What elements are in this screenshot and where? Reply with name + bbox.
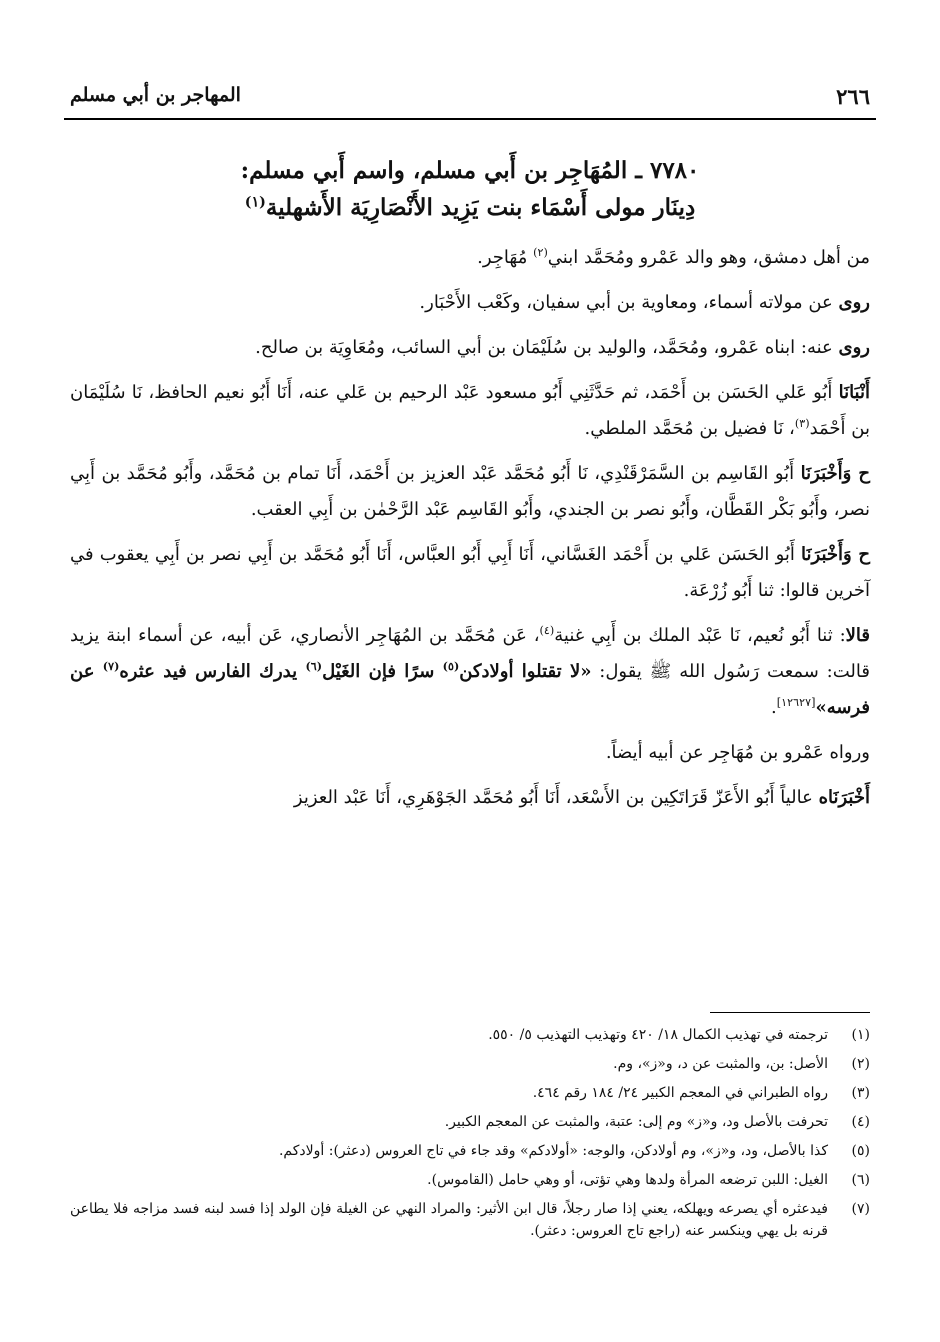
footnote-text: تحرفت بالأصل ود، و«ز» وم إلى: عتبة، والمثبت عن المعجم الكبير.	[444, 1114, 828, 1130]
paragraph-hadith-text-b: ، عَن مُحَمَّد بن المُهَاجِر الأنصاري، عَن أبيه، عن أسماء ابنة يزيد قالت: سمعت رَسُول الله ﷺ يقول:	[70, 625, 870, 682]
entry-title-line-1: ٧٧٨٠ ـ المُهَاجِر بن أَبي مسلم، واسم أَبي مسلم:	[240, 157, 700, 184]
footnote-ref-3: (٣)	[794, 417, 810, 430]
keyword-rawa-anhu: روى	[838, 337, 870, 358]
footnote-text: رواه الطبراني في المعجم الكبير ٢٤/ ١٨٤ رقم ٤٦٤.	[532, 1085, 828, 1101]
footnote-text: الأصل: بن، والمثبت عن د، و«ز»، وم.	[613, 1056, 828, 1072]
paragraph-origin-end: مُهَاجِر.	[477, 247, 534, 268]
footnote	[70, 1024, 870, 1046]
footnote-ref-1: (١)	[244, 194, 266, 211]
footnote	[70, 1111, 870, 1133]
footnote-number: (٧)	[851, 1201, 870, 1217]
paragraph-isnad-2	[70, 456, 870, 528]
keyword-akhbarana-2: ح وَأَخْبَرَنَا	[801, 544, 870, 565]
keyword-rawa: روى	[838, 292, 870, 313]
entry-title	[70, 152, 870, 226]
footnote-number: (١)	[851, 1027, 870, 1043]
footnotes	[70, 1024, 870, 1249]
hadith-text-4: عن فرسه»	[70, 661, 870, 718]
paragraph-isnad-1	[70, 375, 870, 447]
paragraph-also-narrated: ورواه عَمْرو بن مُهَاجِر عن أبيه أيضاً.	[605, 742, 870, 763]
body-text	[70, 240, 870, 825]
footnote-text: كذا بالأصل، ود، و«ز»، وم أولادكن، والوجه: «أولادكم» وقد جاء في تاج العروس (دعثر): أولادكم.	[278, 1143, 828, 1159]
paragraph-isnad-4-text: عالياً أَبُو الأَعَزّ قَرَاتَكِين بن الأَسْعَد، أَنَا أَبُو مُحَمَّد الجَوْهَرِي، أَنَا عَبْد العزيز	[293, 787, 819, 808]
paragraph-narrated-from-text: عن مولاته أسماء، ومعاوية بن أبي سفيان، وكَعْب الأَحْبَار.	[419, 292, 839, 313]
footnote-text: فيدعثره أي يصرعه ويهلكه، يعني إذا صار رجلاً، قال ابن الأثير: والمراد النهي عن الغيلة فإن الولد إذا فسد لبنه فسد مزاجه فلا يطاعن قرنه بل يهي وينكسر عنه (راجع تاج العروس: دعثر).	[70, 1201, 828, 1239]
paragraph-hadith-text: : ثنا أَبُو نُعيم، نَا عَبْد الملك بن أَبِي غنية	[554, 625, 846, 646]
paragraph-isnad-1-end: ، نَا فضيل بن مُحَمَّد الملطي.	[584, 418, 795, 439]
footnote-text: ترجمته في تهذيب الكمال ١٨/ ٤٢٠ وتهذيب التهذيب ٥/ ٥٥٠.	[488, 1027, 828, 1043]
paragraph-narrated-by	[70, 330, 870, 366]
hadith-text-3: يدرك الفارس فيد عثره	[119, 661, 306, 682]
paragraph-isnad-4	[70, 780, 870, 816]
paragraph-isnad-3	[70, 537, 870, 609]
footnote-ref-5: (٥)	[442, 660, 460, 673]
paragraph-isnad-2-text: أَبُو القَاسِم بن السَّمَرْقَنْدِي، نَا أَبُو مُحَمَّد عَبْد العزيز بن أَحْمَد، أَنَا تمام بن مُحَمَّد، وأَبُو مُحَمَّد بن أَبِي نصر، وأَبُو بَكْر القَطَّان، وأَبُو نصر بن الجندي، وأَبُو القَاسِم عَبْد الرَّحْمٰن بن أَبِي العقب.	[70, 463, 870, 520]
running-head	[70, 84, 870, 114]
keyword-akhbarana-1: ح وَأَخْبَرَنَا	[800, 463, 870, 484]
paragraph-origin-text: من أهل دمشق، وهو والد عَمْرو ومُحَمَّد ابني	[547, 247, 870, 268]
paragraph-isnad-1-text: أَبُو عَلي الحَسَن بن أَحْمَد، ثم حَدَّثَنِي أَبُو مسعود عَبْد الرحيم بن عَلي عنه، أَنَا أَبُو نعيم الحافظ، نَا سُلَيْمَان بن أَحْمَد	[70, 382, 870, 439]
footnote-number: (٦)	[851, 1172, 870, 1188]
footnote-number: (٥)	[851, 1143, 870, 1159]
paragraph-narrated-from	[70, 285, 870, 321]
paragraph-narrated-by-text: عنه: ابناه عَمْرو، ومُحَمَّد، والوليد بن سُلَيْمَان بن أبي السائب، ومُعَاوِيَة بن صالح.	[255, 337, 839, 358]
paragraph-hadith	[70, 618, 870, 726]
footnote-ref-2: (٢)	[533, 246, 548, 259]
footnote-ref-7: (٧)	[102, 660, 120, 673]
paragraph-isnad-3-text: أَبُو الحَسَن عَلي بن أَحْمَد الغَسَّاني، أَنَا أَبِي أَبُو العبَّاس، أَنَا أَبُو مُحَمَّد بن أَبِي نصر بن أَبِي يعقوب في آخرين قالوا: ثنا أَبُو زُرْعَة.	[70, 544, 870, 601]
footnote	[70, 1082, 870, 1104]
entry-title-line-2	[70, 189, 870, 226]
hadith-number: [١٢٦٢٧]	[776, 696, 816, 709]
entry-title-line-2-text: دِينَار مولى أَسْمَاء بنت يَزِيد الأَنْصَارِيَة الأَشهلية	[265, 194, 696, 221]
footnote-number: (٢)	[851, 1056, 870, 1072]
header-rule	[64, 118, 876, 120]
footnote	[70, 1198, 870, 1242]
paragraph-hadith-end: .	[771, 697, 777, 718]
keyword-anbana: أَنْبَانَا	[838, 382, 870, 403]
footnote-ref-6: (٦)	[305, 660, 323, 673]
running-title: المهاجر بن أبي مسلم	[70, 84, 241, 106]
footnote-rule	[710, 1012, 870, 1013]
footnote-ref-4: (٤)	[539, 624, 555, 637]
footnote-text: الغيل: اللبن ترضعه المرأة ولدها وهي تؤتى، أو وهي حامل (القاموس).	[427, 1172, 828, 1188]
paragraph-origin	[70, 240, 870, 276]
footnote	[70, 1140, 870, 1162]
footnote	[70, 1053, 870, 1075]
footnote-number: (٤)	[851, 1114, 870, 1130]
hadith-text-2: سرًا فإن الغَيْل	[322, 661, 443, 682]
hadith-text-1: «لا تقتلوا أولادكن	[459, 661, 592, 682]
keyword-qala: قالا	[845, 625, 870, 646]
page-number: ٢٦٦	[836, 84, 870, 109]
footnote	[70, 1169, 870, 1191]
footnote-number: (٣)	[851, 1085, 870, 1101]
keyword-akhbaranahu: أَخْبَرَنَاه	[818, 787, 870, 808]
